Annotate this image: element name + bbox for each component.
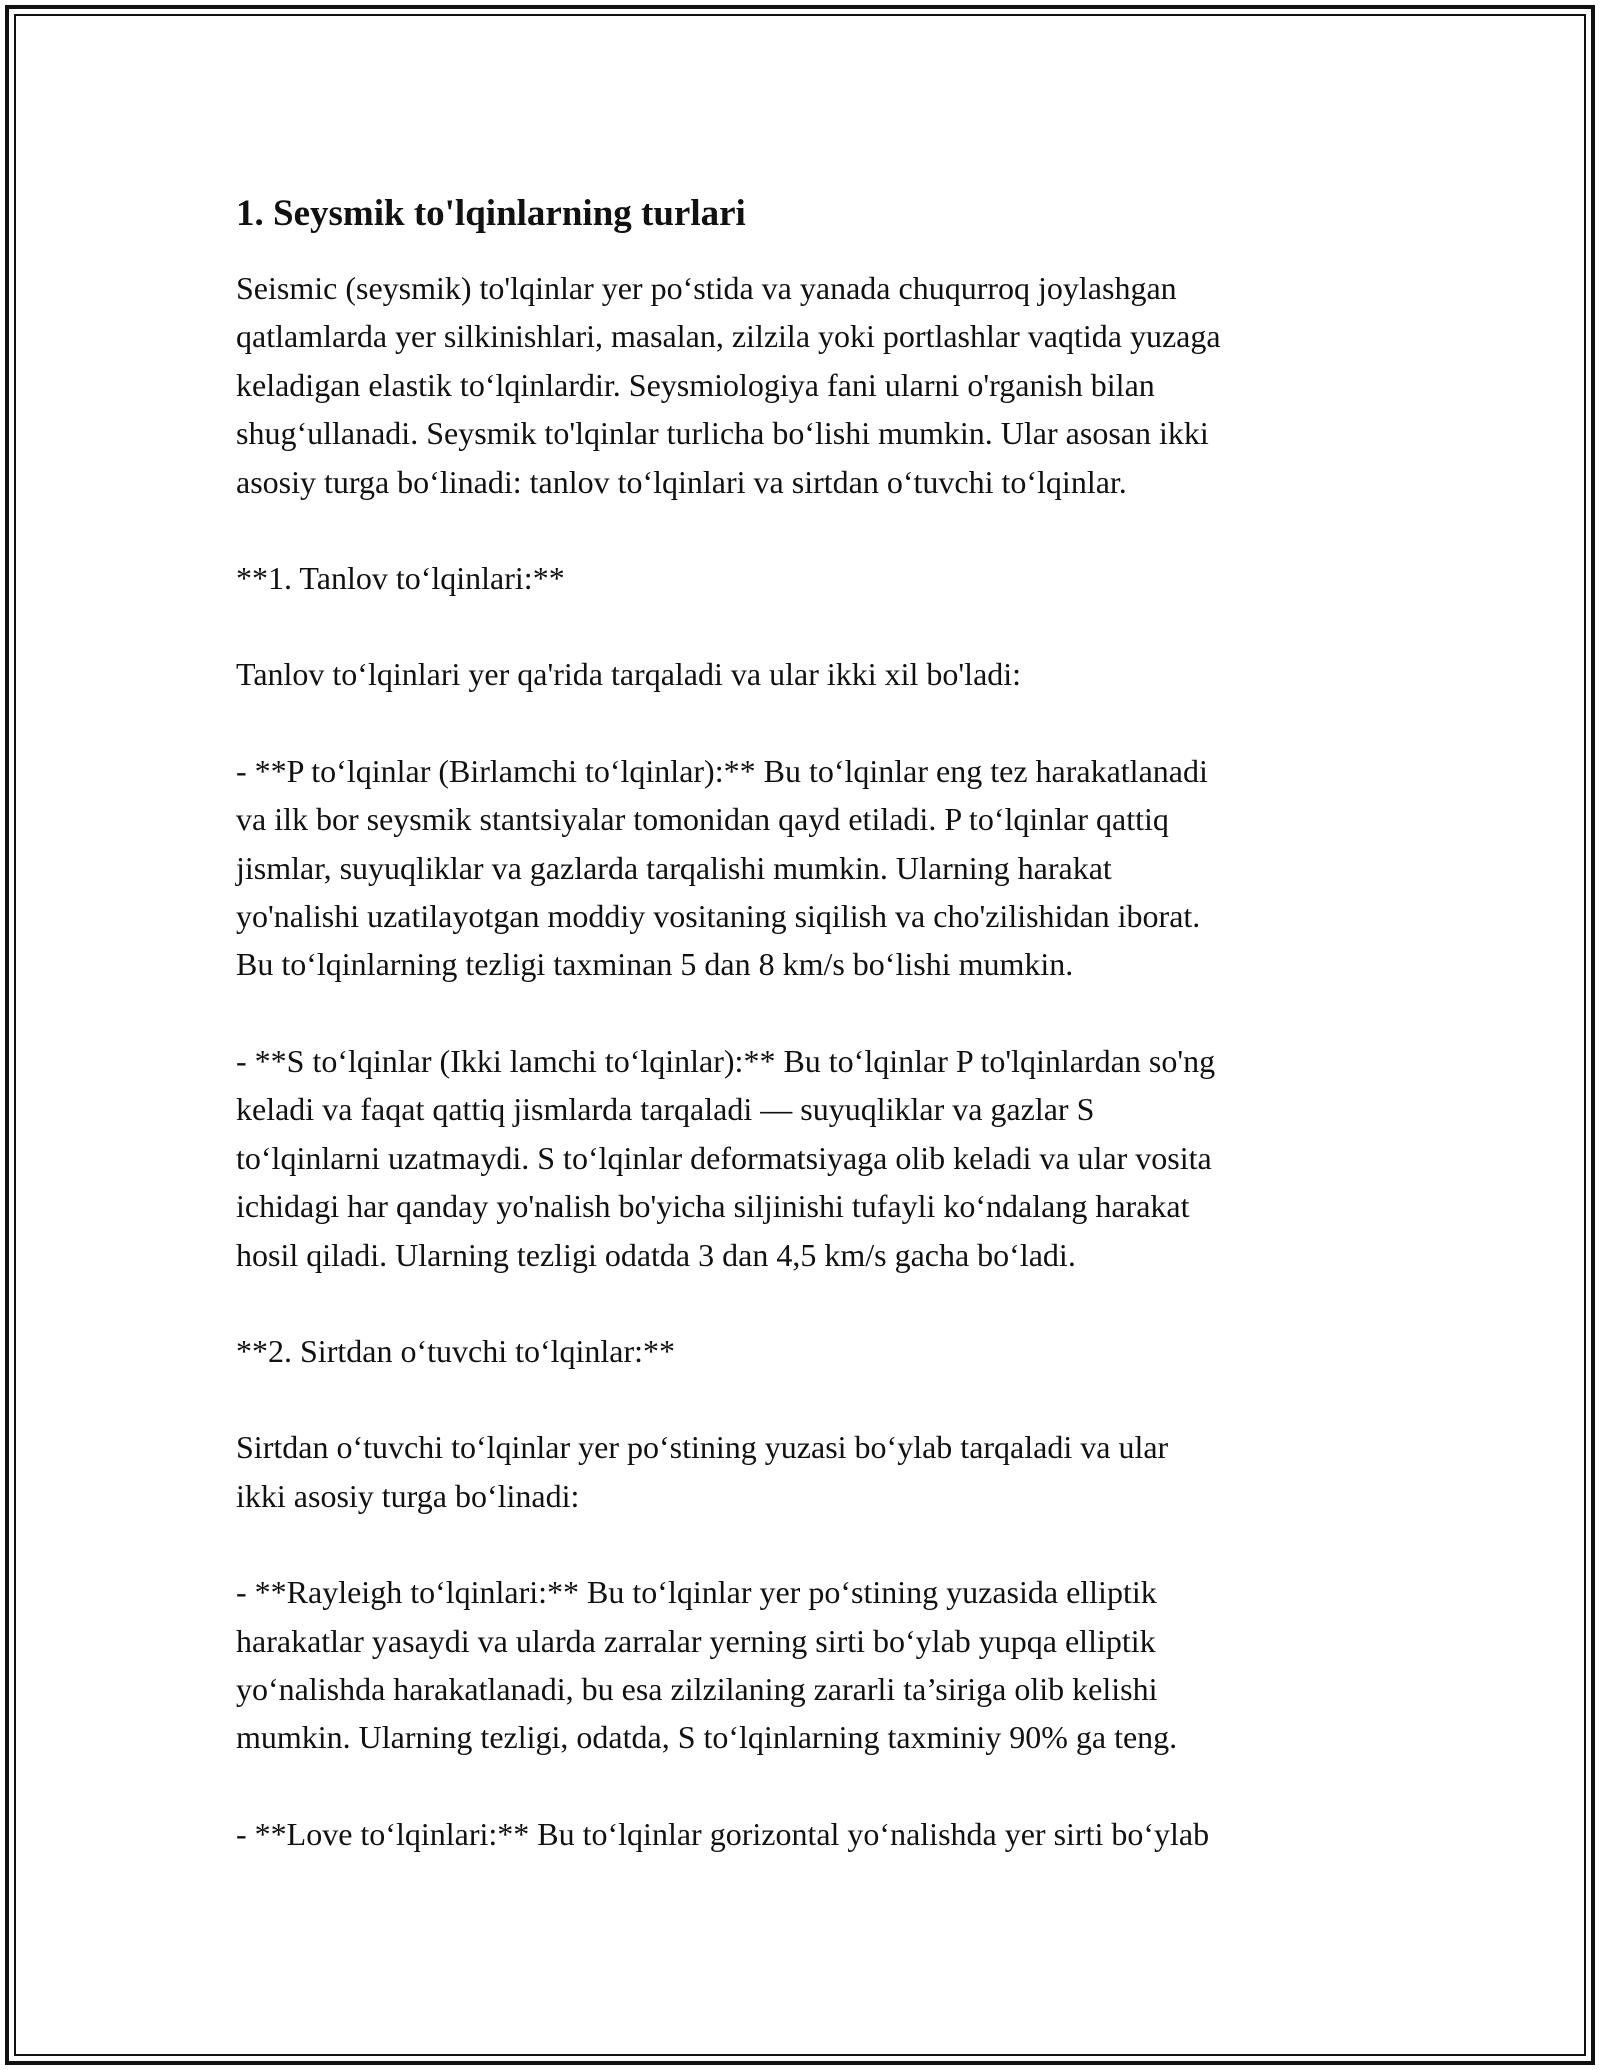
text-line: Tanlov to‘lqinlari yer qa'rida tarqaladi va ular ikki xil bo'ladi: [236,656,1022,693]
document-body [236,186,1376,1858]
text-line: asosiy turga bo‘linadi: tanlov to‘lqinlari va sirtdan o‘tuvchi to‘lqinlar. [236,463,1127,500]
text-line: yo‘nalishda harakatlanadi, bu esa zilzilaning zararli ta’siriga olib kelishi [236,1670,1158,1707]
paragraph-body-waves-intro [236,650,1376,698]
subheading-surface-waves [236,1327,1376,1375]
list-item-love-waves [236,1810,1376,1858]
text-line: to‘lqinlarni uzatmaydi. S to‘lqinlar deformatsiyaga olib keladi va ular vosita [236,1139,1212,1176]
text-line: ichidagi har qanday yo'nalish bo'yicha siljinishi tufayli ko‘ndalang harakat [236,1188,1190,1225]
text-line: qatlamlarda yer silkinishlari, masalan, zilzila yoki portlashlar vaqtida yuzaga [236,318,1221,355]
text-line: Sirtdan o‘tuvchi to‘lqinlar yer po‘stining yuzasi bo‘ylab tarqaladi va ular [236,1429,1169,1466]
text-line: - **P to‘lqinlar (Birlamchi to‘lqinlar):** Bu to‘lqinlar eng tez harakatlanadi [236,752,1208,789]
list-item-p-waves [236,747,1376,989]
text-line: keladigan elastik to‘lqinlardir. Seysmiologiya fani ularni o'rganish bilan [236,366,1155,403]
text-line: - **Rayleigh to‘lqinlari:** Bu to‘lqinlar yer po‘stining yuzasida elliptik [236,1574,1157,1611]
subheading-body-waves [236,554,1376,602]
text-line: hosil qiladi. Ularning tezligi odatda 3 dan 4,5 km/s gacha bo‘ladi. [236,1236,1076,1273]
text-line: **2. Sirtdan o‘tuvchi to‘lqinlar:** [236,1332,676,1369]
text-line: - **S to‘lqinlar (Ikki lamchi to‘lqinlar):** Bu to‘lqinlar P to'lqinlardan so'ng [236,1042,1216,1079]
text-line: shug‘ullanadi. Seysmik to'lqinlar turlicha bo‘lishi mumkin. Ular asosan ikki [236,415,1209,452]
text-line: yo'nalishi uzatilayotgan moddiy vositaning siqilish va cho'zilishidan iborat. [236,898,1201,935]
text-line: - **Love to‘lqinlari:** Bu to‘lqinlar gorizontal yo‘nalishda yer sirti bo‘ylab [236,1815,1210,1852]
text-line: Seismic (seysmik) to'lqinlar yer po‘stida va yanada chuqurroq joylashgan [236,270,1177,306]
text-line: mumkin. Ularning tezligi, odatda, S to‘lqinlarning taxminiy 90% ga teng. [236,1719,1178,1756]
text-line: va ilk bor seysmik stantsiyalar tomonidan qayd etiladi. P to‘lqinlar qattiq [236,801,1169,838]
section-heading: 1. Seysmik to'lqinlarning turlari [236,193,746,234]
text-line: keladi va faqat qattiq jismlarda tarqaladi — suyuqliklar va gazlar S [236,1091,1095,1128]
list-item-rayleigh-waves [236,1568,1376,1762]
list-item-s-waves [236,1037,1376,1279]
text-line: harakatlar yasaydi va ularda zarralar yerning sirti bo‘ylab yupqa elliptik [236,1622,1156,1659]
paragraph-surface-waves-intro [236,1423,1376,1520]
text-line: ikki asosiy turga bo‘linadi: [236,1477,580,1514]
text-line: **1. Tanlov to‘lqinlari:** [236,560,565,597]
text-line: Bu to‘lqinlarning tezligi taxminan 5 dan 8 km/s bo‘lishi mumkin. [236,946,1074,983]
text-line: jismlar, suyuqliklar va gazlarda tarqalishi mumkin. Ularning harakat [236,849,1112,886]
paragraph-intro [236,264,1376,506]
